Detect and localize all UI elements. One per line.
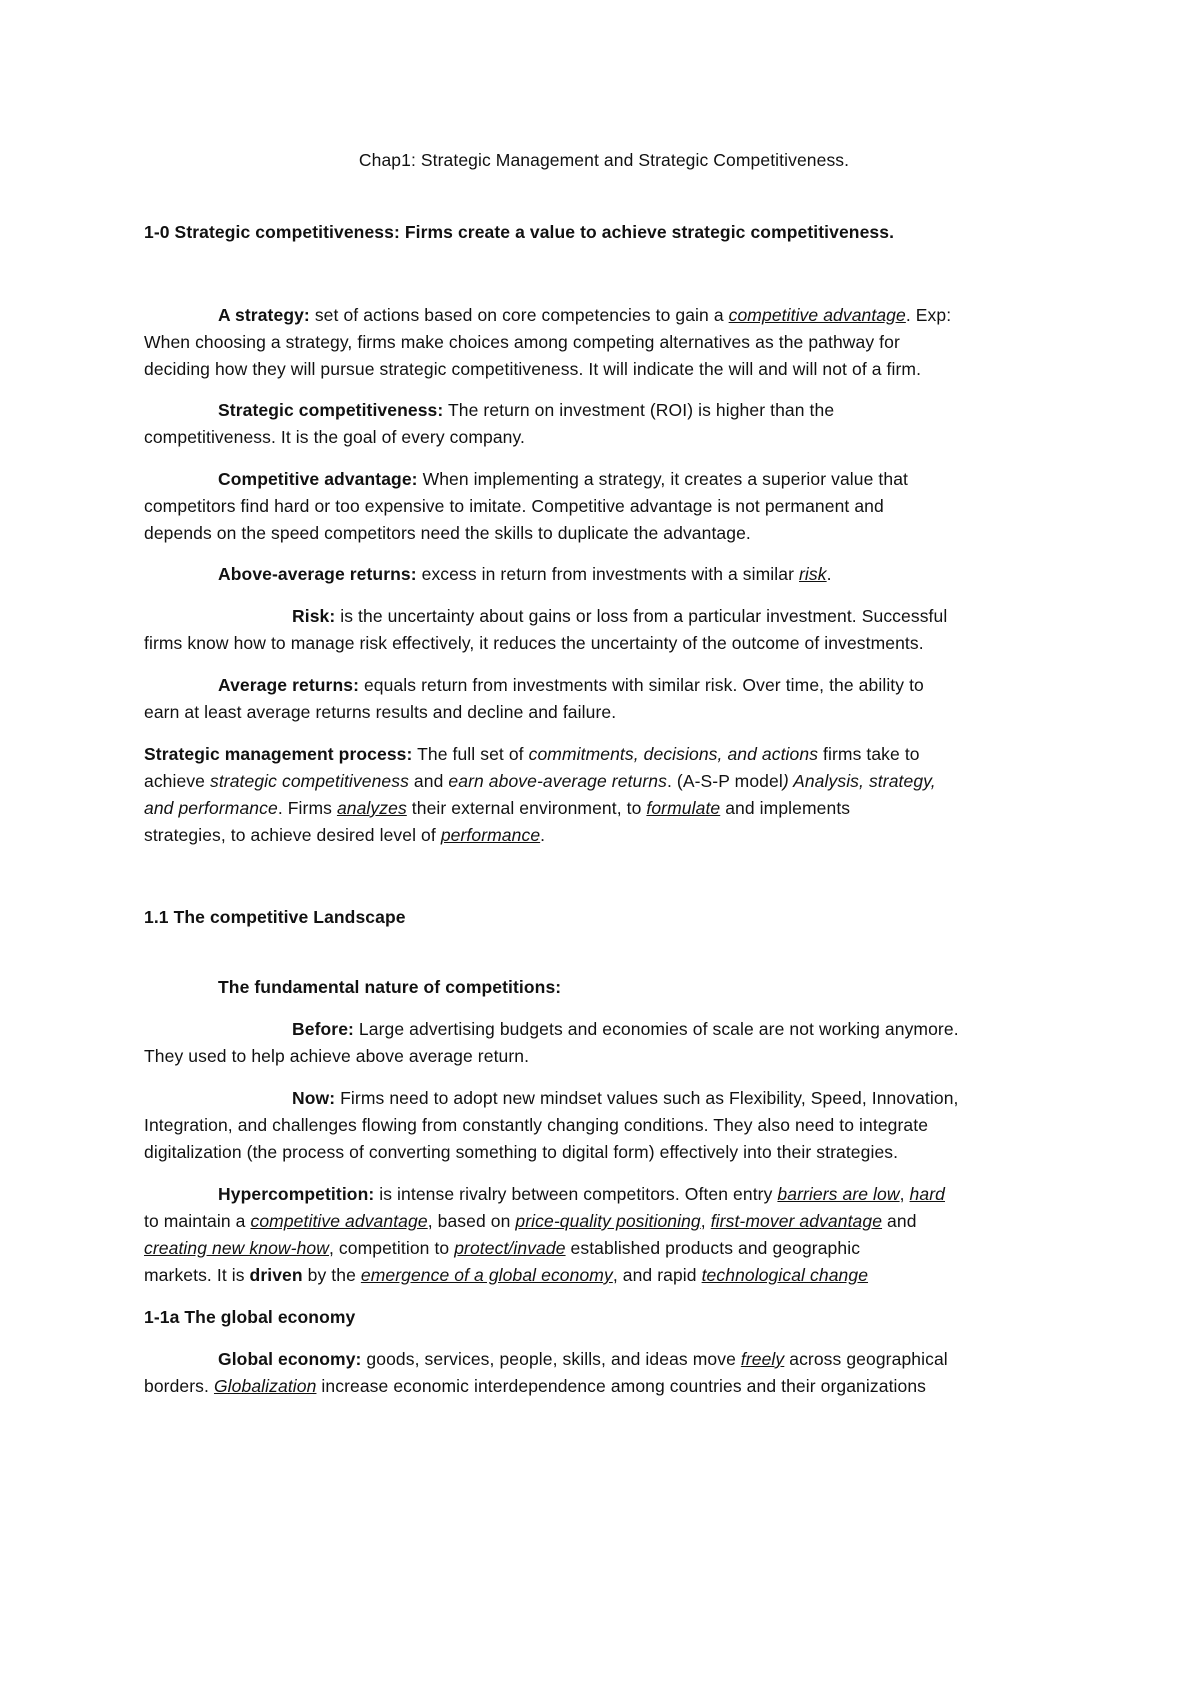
comp-adv-line-1: Competitive advantage: When implementing a strategy, it creates a superior value that [218, 469, 908, 489]
strat-comp-line-2: competitiveness. It is the goal of every company. [144, 427, 526, 447]
strategy-line-2: When choosing a strategy, firms make choices among competing alternatives as the pathway for [144, 332, 900, 352]
comp-adv-line-2: competitors find hard or too expensive to imitate. Competitive advantage is not permanent and [144, 496, 884, 516]
comp-adv-line-3: depends on the speed competitors need the skills to duplicate the advantage. [144, 523, 751, 543]
strategy-line-1: A strategy: set of actions based on core competencies to gain a competitive advantage. Exp: [218, 305, 952, 325]
section-heading-1-1: 1.1 The competitive Landscape [144, 907, 406, 927]
section-heading-1-1a: 1-1a The global economy [144, 1307, 356, 1327]
smp-line-1: Strategic management process: The full set of commitments, decisions, and actions firms take to [144, 744, 920, 764]
strategy-line-3: deciding how they will pursue strategic competitiveness. It will indicate the will and will not of a firm. [144, 359, 922, 379]
document-title: Chap1: Strategic Management and Strategic Competitiveness. [358, 150, 850, 170]
smp-line-2: achieve strategic competitiveness and earn above-average returns. (A-S-P model) Analysis, strategy, [144, 771, 936, 791]
before-line-1: Before: Large advertising budgets and economies of scale are not working anymore. [292, 1019, 959, 1039]
global-line-2: borders. Globalization increase economic interdependence among countries and their organizations [144, 1376, 927, 1396]
before-line-2: They used to help achieve above average return. [144, 1046, 530, 1066]
hyper-line-1: Hypercompetition: is intense rivalry between competitors. Often entry barriers are low, hard [218, 1184, 945, 1204]
subheading-fundamental-nature: The fundamental nature of competitions: [218, 977, 562, 997]
hyper-line-3: creating new know-how, competition to protect/invade established products and geographic [144, 1238, 861, 1258]
now-line-2: Integration, and challenges flowing from constantly changing conditions. They also need to integrate [144, 1115, 929, 1135]
risk-line-1: Risk: is the uncertainty about gains or loss from a particular investment. Successful [292, 606, 948, 626]
global-line-1: Global economy: goods, services, people, skills, and ideas move freely across geographical [218, 1349, 948, 1369]
avg-ret-line-1: Average returns: equals return from investments with similar risk. Over time, the ability to [218, 675, 924, 695]
risk-line-2: firms know how to manage risk effectively, it reduces the uncertainty of the outcome of investments. [144, 633, 924, 653]
smp-line-3: and performance. Firms analyzes their external environment, to formulate and implements [144, 798, 851, 818]
section-heading-1-0: 1-0 Strategic competitiveness: Firms create a value to achieve strategic competitiveness. [144, 222, 895, 242]
avg-ret-line-2: earn at least average returns results and decline and failure. [144, 702, 617, 722]
hyper-line-2: to maintain a competitive advantage, based on price-quality positioning, first-mover advantage and [144, 1211, 917, 1231]
now-line-3: digitalization (the process of converting something to digital form) effectively into their strategies. [144, 1142, 899, 1162]
now-line-1: Now: Firms need to adopt new mindset values such as Flexibility, Speed, Innovation, [292, 1088, 959, 1108]
above-avg-line-1: Above-average returns: excess in return from investments with a similar risk. [218, 564, 832, 584]
hyper-line-4: markets. It is driven by the emergence of a global economy, and rapid technological change [144, 1265, 869, 1285]
strat-comp-line-1: Strategic competitiveness: The return on investment (ROI) is higher than the [218, 400, 835, 420]
smp-line-4: strategies, to achieve desired level of performance. [144, 825, 546, 845]
